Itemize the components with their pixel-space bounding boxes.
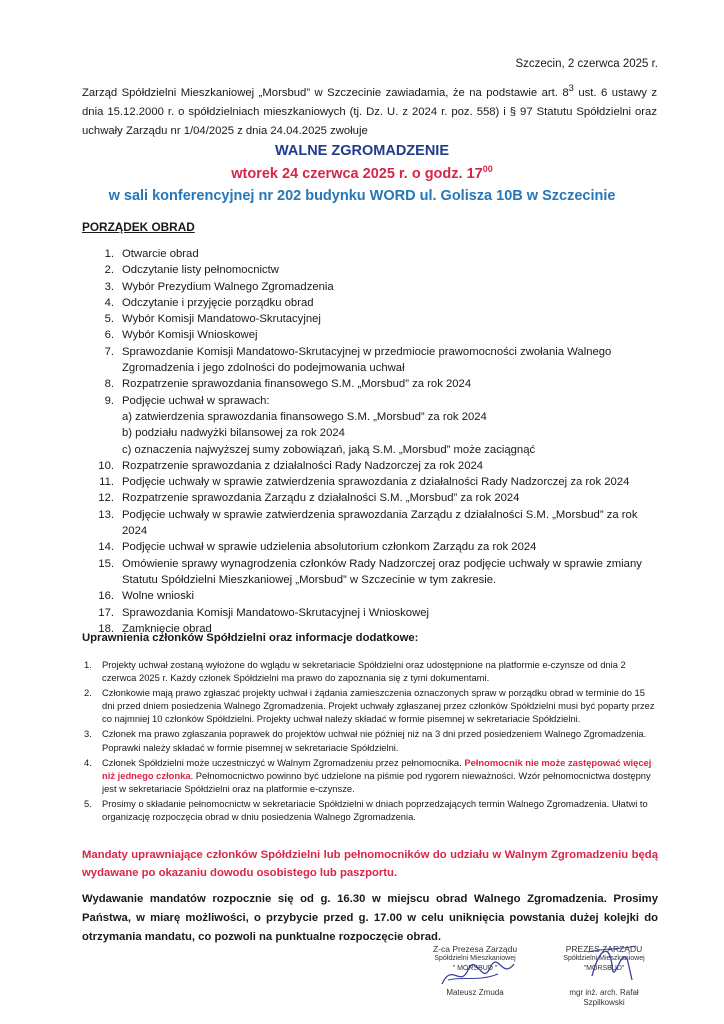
proxy-limit-warning: Pełnomocnik nie może zastępować więcej niż jednego członka	[102, 756, 652, 781]
agenda-item-number: 3.	[104, 280, 114, 293]
signature-role: PREZES ZARZĄDU	[565, 944, 643, 954]
rights-item	[84, 727, 656, 753]
agenda-item	[94, 295, 654, 311]
agenda-item-number: 14.	[98, 541, 114, 554]
agenda-item	[94, 393, 654, 409]
rights-item-text: Członkowie mają prawo zgłaszać projekty uchwał i żądania zamieszczenia oznaczonych spraw w porządku obrad w terminie do 15 dni przed dniem posiedzenia Walnego Zgromadzenia. Projekt uchwały zgłaszanej przez członków Spółdzielni musi być poparty przez co najmniej 10 członków Spółdzielni. Projekty uchwał należy składać w formie pisemnej w sekretariacie Spółdzielni.	[102, 687, 655, 725]
agenda-item-text: Podjęcie uchwały w sprawie zatwierdzenia sprawozdania Zarządu z działalności S.M. „Morsbud” za rok 2024	[122, 508, 638, 538]
signature-org-name: "MORSBUD"	[583, 965, 625, 972]
signature-org-name: " MORSBUD "	[452, 965, 498, 972]
agenda-item-text: Wybór Prezydium Walnego Zgromadzenia	[122, 280, 334, 293]
agenda-item-number: 16.	[98, 590, 114, 603]
meeting-datetime	[0, 164, 724, 182]
agenda-item-text: Podjęcie uchwały w sprawie zatwierdzenia sprawozdania z działalności Rady Nadzorczej za rok 2024	[122, 476, 630, 489]
agenda-title: PORZĄDEK OBRAD	[82, 220, 195, 234]
agenda-item	[94, 458, 654, 474]
agenda-subitem: b) podziału nadwyżki bilansowej za rok 2024	[122, 427, 345, 440]
agenda-item-text: Omówienie sprawy wynagrodzenia członków Rady Nadzorczej oraz podjęcie uchwały w sprawie zmiany Statutu Spółdzielni Mieszkaniowej „Morsbud” w Szczecinie w tym zakresie.	[122, 557, 642, 586]
agenda-item	[94, 556, 654, 589]
agenda-subitem: c) oznaczenia najwyższej sumy zobowiązań, jaką S.M. „Morsbud” może zaciągnąć	[122, 443, 536, 456]
rights-item-text	[102, 756, 656, 795]
intro-text-b: ust. 6 ustawy z dnia 15.12.2000 r. o spółdzielniach mieszkaniowych (tj. Dz. U. z 2024 r. poz. 558) i § 97 Statutu Spółdzielni oraz uchwały Zarządu nr 1/04/2025 z dnia 24.04.2025 zwołuje	[82, 86, 658, 137]
meeting-datetime-text: wtorek 24 czerwca 2025 r. o godz. 17	[231, 165, 483, 182]
agenda-item-number: 5.	[104, 313, 114, 326]
agenda-item-text: Wybór Komisji Wnioskowej	[122, 329, 258, 342]
intro-text-a: Zarząd Spółdzielni Mieszkaniowej „Morsbud” w Szczecinie zawiadamia, że na podstawie art. 8	[82, 86, 569, 99]
agenda-item	[94, 507, 654, 540]
rights-item-text: Projekty uchwał zostaną wyłożone do wglądu w sekretariacie Spółdzielni oraz udostępnione na platformie e-czynsze od dnia 2 czerwca 2025 r. Każdy członek Spółdzielni ma prawo do zapoznania się z tymi dokumentami.	[102, 659, 626, 684]
agenda-list	[94, 246, 654, 637]
agenda-item-text: Podjęcie uchwał w sprawach:	[122, 394, 270, 407]
rights-item	[84, 658, 656, 684]
agenda-item-number: 17.	[98, 606, 114, 619]
agenda-item	[94, 588, 654, 604]
agenda-item	[94, 262, 654, 278]
agenda-item-text: Podjęcie uchwał w sprawie udzielenia absolutorium członkom Zarządu za rok 2024	[122, 541, 537, 554]
agenda-subitem: a) zatwierdzenia sprawozdania finansowego S.M. „Morsbud” za rok 2024	[122, 410, 487, 423]
rights-title: Uprawnienia członków Spółdzielni oraz informacje dodatkowe:	[82, 632, 419, 644]
agenda-item	[94, 311, 654, 327]
agenda-item-number: 18.	[98, 622, 114, 635]
agenda-item-number: 1.	[104, 248, 114, 260]
agenda-item-number: 15.	[98, 557, 114, 570]
agenda-item-number: 7.	[104, 345, 114, 358]
agenda-item-text: Rozpatrzenie sprawozdania Zarządu z działalności S.M. „Morsbud” za rok 2024	[122, 492, 520, 505]
agenda-item	[94, 344, 654, 377]
rights-item-text-part: . Pełnomocnictwo powinno być udzielone na piśmie pod rygorem nieważności. Wzór pełnomocnictwa dostępny jest w sekretariacie Spółdzielni oraz na platformie e-czynsze.	[102, 769, 651, 794]
agenda-item-number: 9.	[104, 394, 114, 407]
agenda-item	[94, 327, 654, 343]
agenda-item-number: 12.	[98, 492, 114, 505]
agenda-item	[94, 605, 654, 621]
agenda-item-number: 6.	[104, 329, 114, 342]
agenda-item-number: 8.	[104, 378, 114, 391]
rights-item-number: 2.	[84, 687, 92, 699]
intro-paragraph	[82, 78, 657, 141]
agenda-item-text: Wolne wnioski	[122, 590, 194, 603]
agenda-item-text: Rozpatrzenie sprawozdania z działalności Rady Nadzorczej za rok 2024	[122, 459, 484, 472]
mandate-notice: Mandaty uprawniające członków Spółdzielni lub pełnomocników do udziału w Walnym Zgromadzeniu będą wydawane po okazaniu dowodu osobistego lub paszportu.	[82, 849, 658, 879]
agenda-item-text: Odczytanie i przyjęcie porządku obrad	[122, 296, 314, 309]
signature-org: Spółdzielni Mieszkaniowej	[563, 955, 645, 962]
agenda-item-text: Otwarcie obrad	[122, 248, 199, 260]
rights-item-number: 4.	[84, 756, 92, 768]
rights-list	[84, 658, 656, 825]
signature-role: Z-ca Prezesa Zarządu	[432, 944, 518, 954]
agenda-item-text: Sprawozdanie Komisji Mandatowo-Skrutacyjnej w przedmiocie prawomocności zwołania Walnego Zgromadzenia i jego zdolności do podejmowania uchwał	[122, 345, 612, 375]
signature-name: mgr inż. arch. Rafał Szpilkowski	[569, 988, 639, 1007]
agenda-item	[94, 474, 654, 490]
agenda-item	[94, 490, 654, 506]
rights-item	[84, 797, 656, 823]
meeting-venue: w sali konferencyjnej nr 202 budynku WORD ul. Golisza 10B w Szczecinie	[108, 188, 616, 204]
meeting-time-superscript: 00	[482, 164, 493, 174]
agenda-item	[94, 279, 654, 295]
agenda-item-text: Odczytanie listy pełnomocnictw	[122, 264, 279, 277]
agenda-item-number: 13.	[98, 508, 114, 521]
agenda-item-number: 2.	[104, 264, 114, 277]
agenda-item	[94, 539, 654, 555]
handwritten-signature-left	[438, 958, 518, 992]
agenda-item-number: 4.	[104, 296, 114, 309]
rights-item	[84, 756, 656, 795]
signature-org: Spółdzielni Mieszkaniowej	[434, 955, 516, 962]
intro-superscript: 3	[568, 82, 574, 93]
rights-item	[84, 686, 656, 725]
rights-item-number: 5.	[84, 797, 92, 809]
agenda-item-number: 11.	[99, 476, 114, 489]
rights-item-text: Prosimy o składanie pełnomocnictw w sekretariacie Spółdzielni w dniach poprzedzających termin Walnego Zgromadzenia. Ułatwi to organizację rozpoczęcia obrad w dniu posiedzenia Walnego Zgromadzenia.	[102, 797, 648, 823]
agenda-item-text: Wybór Komisji Mandatowo-Skrutacyjnej	[122, 313, 321, 326]
signature-name: Mateusz Zmuda	[446, 988, 504, 997]
rights-item-text: Członek ma prawo zgłaszania poprawek do projektów uchwał nie później niż na 3 dni przed posiedzeniem Walnego Zgromadzenia. Poprawki należy składać w formie pisemnej w sekretariacie Spółdzielni.	[102, 728, 647, 753]
handwritten-signature-right	[582, 936, 642, 986]
rights-item-number: 1.	[84, 659, 92, 670]
agenda-item-number: 10.	[98, 459, 114, 472]
mandate-issue-info: Wydawanie mandatów rozpocznie się od g. 16.30 w miejscu obrad Walnego Zgromadzenia. Prosimy Państwa, w miarę możliwości, o przybycie przed g. 17.00 w celu uniknięcia powstania dużej kolejki do otrzymania mandatu, co pozwoli na punktualne rozpoczęcie obrad.	[82, 893, 658, 943]
agenda-item-text: Sprawozdania Komisji Mandatowo-Skrutacyjnej i Wnioskowej	[122, 606, 430, 619]
agenda-item	[94, 246, 654, 262]
agenda-item-text: Zamknięcie obrad	[122, 622, 212, 635]
meeting-title: WALNE ZGROMADZENIE	[275, 143, 449, 159]
rights-item-number: 3.	[84, 728, 92, 740]
rights-item-text-part: Członek Spółdzielni może uczestniczyć w Walnym Zgromadzeniu przez pełnomocnika.	[102, 756, 465, 768]
agenda-item-text: Rozpatrzenie sprawozdania finansowego S.M. „Morsbud” za rok 2024	[122, 378, 472, 391]
document-date: Szczecin, 2 czerwca 2025 r.	[515, 58, 658, 70]
agenda-item	[94, 376, 654, 392]
